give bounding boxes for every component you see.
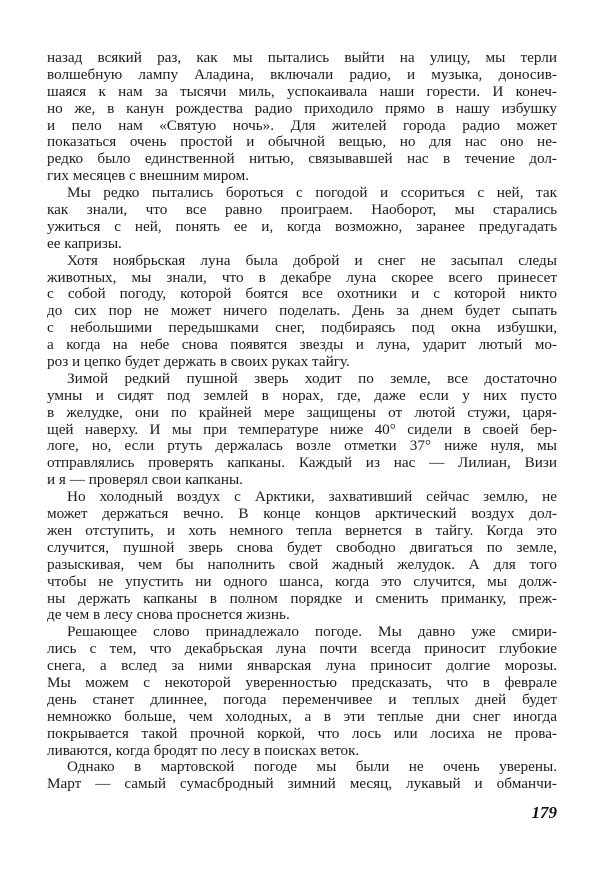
text-line: показаться очень простой и обычной вещью, но для нас оно не- [47, 133, 557, 151]
text-line: роз и цепко будет держать в своих руках тайгу. [47, 353, 350, 371]
text-line: до сих пор не может ничего поделать. День за днем будет сыпать [47, 302, 557, 320]
text-line: в желудке, они по крайней мере защищены от лютой стужи, царя- [47, 403, 557, 421]
paragraph [47, 185, 557, 253]
paragraph [47, 759, 557, 793]
text-line: гих месяцев с внешним миром. [47, 167, 250, 185]
text-line: отправлялись проверять капканы. Каждый из нас — Лилиан, Визи [47, 454, 557, 472]
text-line: де чем в лесу снова проснется жизнь. [47, 606, 290, 624]
text-line: Но холодный воздух с Арктики, захвативший сейчас землю, не [67, 488, 557, 506]
text-line: щей наверху. И мы при температуре ниже 40° сидели в своей бер- [47, 420, 557, 438]
text-line: с небольшими передышками снег, подбираясь под окна избушки, [47, 319, 557, 337]
text-line: немножко больше, чем холодных, а в эти теплые дни снег иногда [47, 707, 557, 725]
text-line: как знали, что все равно проиграем. Наоборот, мы старались [47, 201, 557, 219]
paragraph [47, 371, 557, 489]
text-line: случится, пушной зверь снова будет свободно двигаться по земле, [47, 538, 557, 556]
text-line: снега, а вслед за ними январская луна приносит долгие морозы. [47, 657, 557, 675]
text-line: Мы редко пытались бороться с погодой и ссориться с ней, так [67, 184, 557, 202]
text-line: редко было единственной нитью, связывавшей нас в течение дол- [47, 150, 557, 168]
text-line: Решающее слово принадлежало погоде. Мы давно уже смири- [67, 623, 557, 641]
text-line: ливаются, когда бродят по лесу в поисках веток. [47, 741, 360, 759]
text-line: Март — самый сумасбродный зимний месяц, лукавый и обманчи- [47, 775, 557, 793]
text-line: покрывается такой прочной коркой, что лось или лосиха не прова- [47, 724, 557, 742]
text-line: жен отступить, и хоть немного тепла вернется в тайгу. Когда это [47, 521, 557, 539]
text-line: ее капризы. [47, 234, 122, 252]
text-line: может держаться вечно. В конце концов арктический воздух дол- [47, 505, 557, 523]
text-line: лись с тем, что декабрьская луна почти всегда приносит глубокие [47, 640, 557, 658]
page-number: 179 [531, 803, 557, 822]
paragraph [47, 489, 557, 624]
paragraph [47, 624, 557, 759]
text-line: шаяся к нам за тысячи миль, успокаивала наши горести. И конеч- [47, 82, 557, 100]
paragraph [47, 253, 557, 371]
text-line: с собой погоду, которой боятся все охотники и с которой никто [47, 285, 557, 303]
text-line: но же, в канун рождества радио приходило прямо в нашу избушку [47, 99, 557, 117]
text-line: а когда на небе снова появятся звезды и луна, ударит лютый мо- [47, 336, 557, 354]
text-line: и пело нам «Святую ночь». Для жителей города радио может [47, 116, 557, 134]
text-line: разыскивая, чем бы наполнить свой жадный желудок. А для того [47, 555, 557, 573]
book-page-text [47, 50, 557, 793]
text-line: и я — проверял свои капканы. [47, 471, 243, 489]
text-line: Зимой редкий пушной зверь ходит по земле, все достаточно [67, 369, 557, 387]
text-line: назад всякий раз, как мы пытались выйти на улицу, мы терли [47, 49, 557, 66]
text-line: Мы можем с некоторой уверенностью предсказать, что в феврале [47, 673, 557, 691]
paragraph [47, 50, 557, 185]
text-line: ужиться с ней, понять ее и, когда возможно, заранее предугадать [47, 217, 557, 235]
text-line: волшебную лампу Аладина, включали радио, и музыка, доносив- [47, 65, 557, 83]
text-line: ны держать капканы в полном порядке и сменить приманку, преж- [47, 589, 557, 607]
text-line: умны и сидят под землей в норах, где, даже если у них пусто [47, 386, 557, 404]
text-line: чтобы не упустить ни одного шанса, когда это случится, мы долж- [47, 572, 557, 590]
text-line: животных, мы знали, что в декабре луна скорее всего принесет [47, 268, 557, 286]
text-line: Однако в мартовской погоде мы были не очень уверены. [67, 758, 557, 776]
text-line: Хотя ноябрьская луна была доброй и снег не засыпал следы [67, 251, 557, 269]
text-line: день станет длиннее, погода переменчивее и теплых дней будет [47, 690, 557, 708]
text-line: логе, но, если ртуть держалась возле отметки 37° ниже нуля, мы [47, 437, 557, 455]
